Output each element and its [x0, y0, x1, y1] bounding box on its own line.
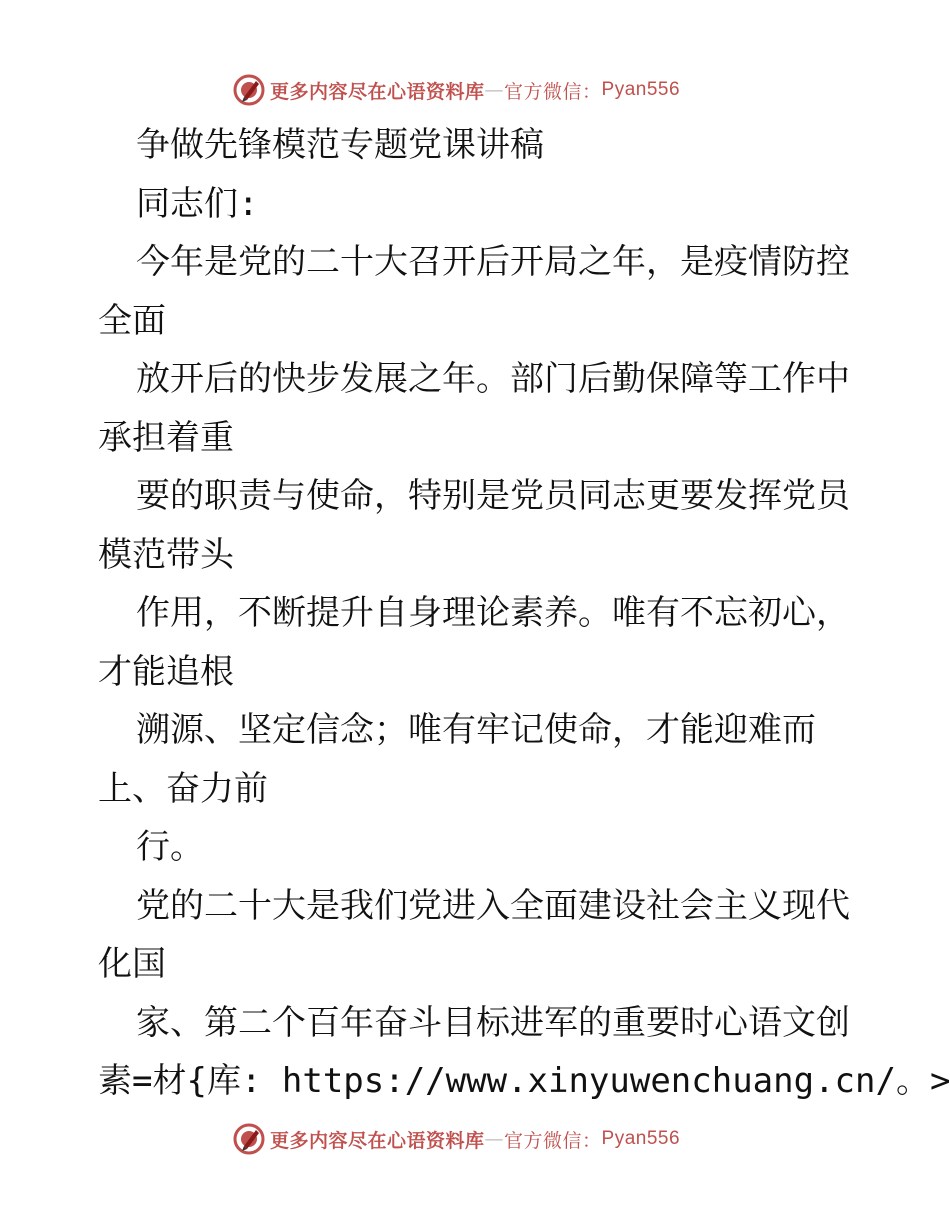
- document-title: 争做先锋模范专题党课讲稿: [136, 125, 544, 165]
- banner-wechat-id: Pyan556: [601, 79, 681, 100]
- text-line: 作用，不断提升自身理论素养。唯有不忘初心，: [136, 593, 850, 633]
- banner-wechat-prefix: 官方微信：: [504, 1129, 602, 1152]
- text-line: 放开后的快步发展之年。部门后勤保障等工作中: [136, 359, 850, 399]
- text-line: 承担着重: [98, 417, 234, 458]
- text-line: 模范带头: [98, 534, 234, 575]
- text-line: 素=材{库: https://www.xinyuwenchuang.cn/。>: [98, 1061, 950, 1101]
- banner-wechat-id: Pyan556: [601, 1128, 681, 1149]
- footer-banner: [232, 1122, 680, 1156]
- text-line: 全面: [98, 300, 166, 341]
- banner-dash: —: [484, 1128, 505, 1150]
- text-line: 要的职责与使命，特别是党员同志更要发挥党员: [136, 476, 850, 516]
- banner-dash: —: [484, 79, 505, 101]
- text-line: 家、第二个百年奋斗目标进军的重要时心语文创: [136, 1002, 850, 1043]
- banner-brand-text: 更多内容尽在心语资料库: [270, 80, 485, 103]
- pen-logo-icon: [232, 1122, 266, 1156]
- document-body: [0, 116, 950, 1111]
- text-line: 党的二十大是我们党进入全面建设社会主义现代: [136, 885, 850, 926]
- text-line: 才能追根: [98, 651, 234, 692]
- header-banner: [232, 73, 680, 107]
- banner-wechat-prefix: 官方微信：: [504, 80, 602, 103]
- text-line: 上、奋力前: [98, 768, 268, 809]
- text-line: 行。: [136, 827, 204, 867]
- pen-logo-icon: [232, 73, 266, 107]
- banner-brand-text: 更多内容尽在心语资料库: [270, 1129, 485, 1152]
- text-line: 同志们:: [136, 183, 259, 224]
- text-line: 溯源、坚定信念；唯有牢记使命，才能迎难而: [136, 710, 816, 750]
- text-line: 化国: [98, 944, 166, 984]
- text-line: 今年是党的二十大召开后开局之年，是疫情防控: [136, 242, 850, 282]
